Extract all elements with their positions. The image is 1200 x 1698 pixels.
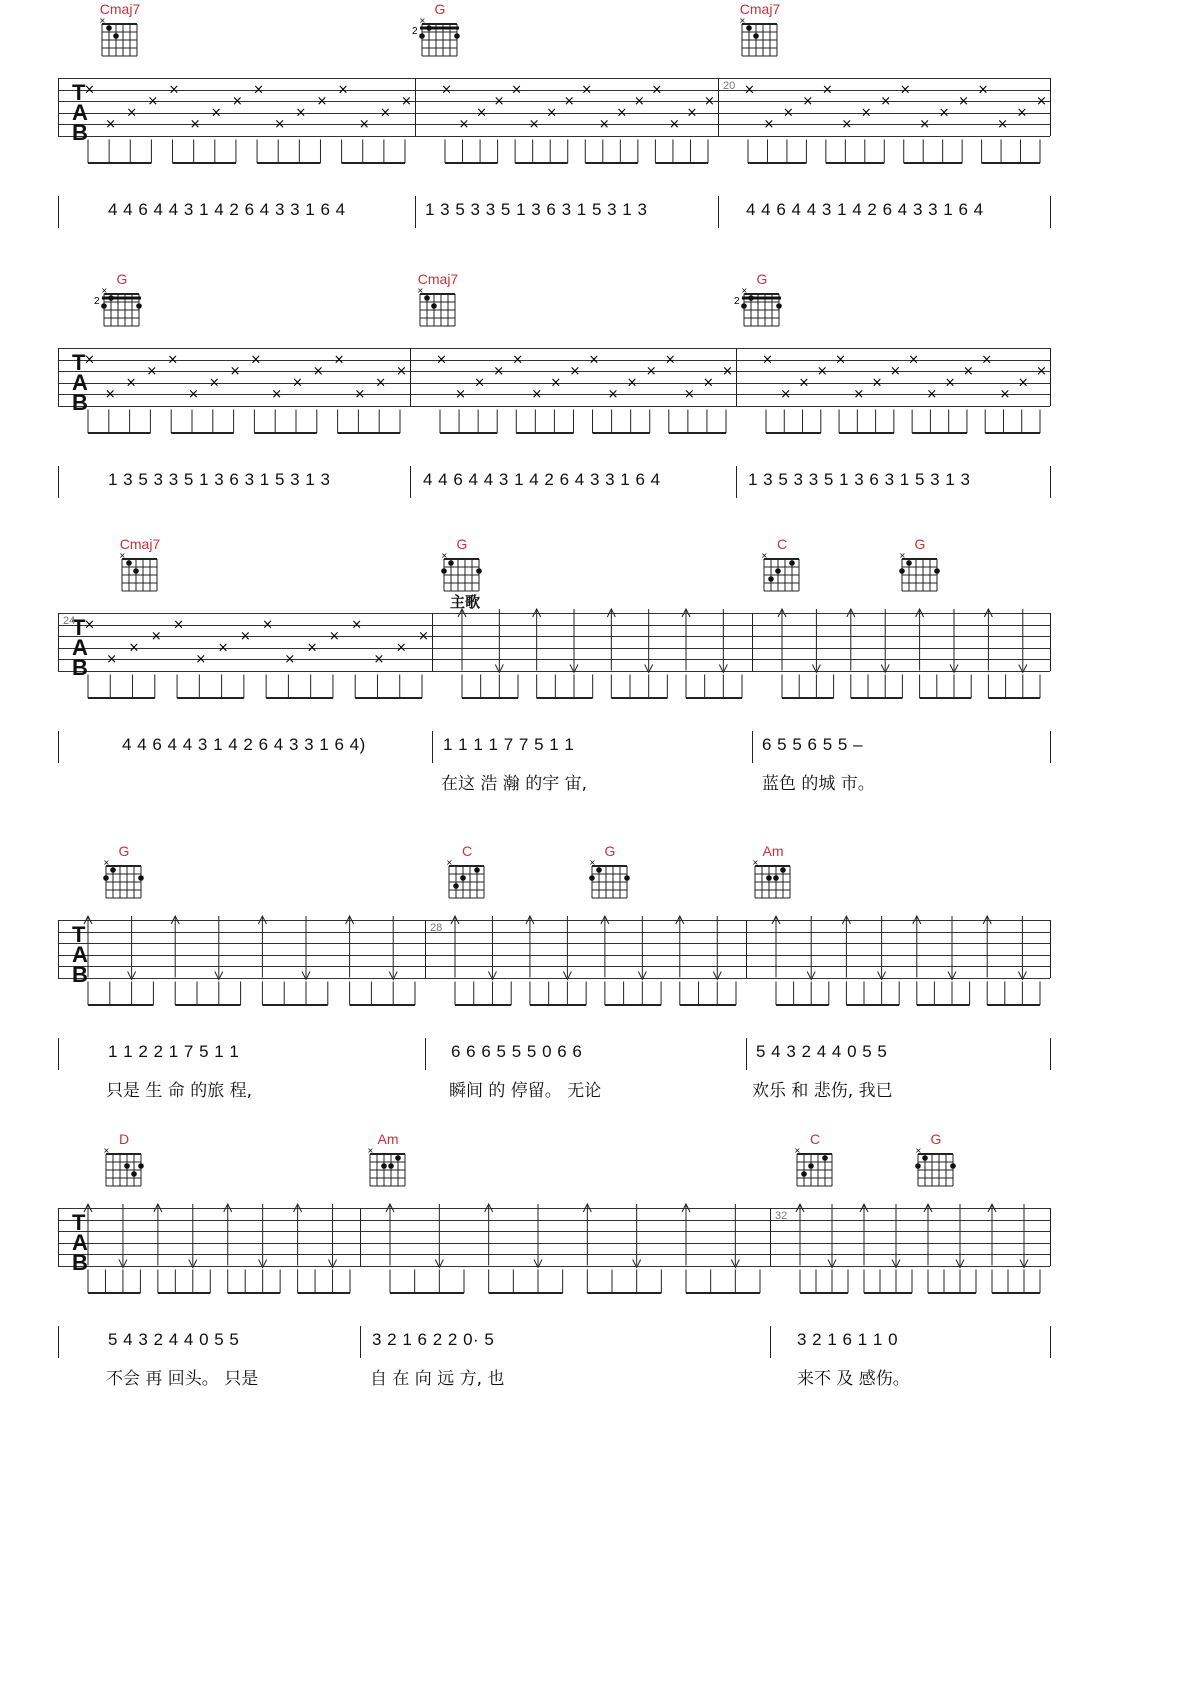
jianpu-barline <box>58 731 59 763</box>
chord-name: G <box>604 843 616 859</box>
tab-note: × <box>821 82 833 98</box>
chord-name: Am <box>377 1131 399 1147</box>
jianpu-barline <box>1050 466 1051 498</box>
tab-note: × <box>458 117 470 132</box>
jianpu-barline <box>1050 1326 1051 1358</box>
chord-name: Cmaj7 <box>417 271 459 287</box>
tab-note: × <box>802 94 814 109</box>
jianpu-measure: 3 2 1 6 2 2 0· 5 <box>372 1330 495 1349</box>
tab-note: × <box>1017 375 1029 391</box>
tab-note: × <box>126 105 138 121</box>
tab-clef-letter: B <box>72 1250 88 1275</box>
muted-string: × <box>101 286 108 295</box>
tab-note: × <box>645 364 657 379</box>
muted-string: × <box>739 16 746 25</box>
tab-note: × <box>379 105 391 121</box>
tab-note: × <box>125 375 137 391</box>
tab-note: × <box>436 352 447 368</box>
tab-note: × <box>396 364 407 379</box>
tab-note: × <box>889 364 901 379</box>
muted-string: × <box>417 286 424 295</box>
muted-string: × <box>419 16 426 25</box>
tab-clef-letter: B <box>72 120 88 145</box>
chord-name: G <box>116 271 128 287</box>
tab-clef-letter: T <box>72 922 86 947</box>
tab-note: × <box>1016 105 1028 121</box>
jianpu-barline <box>746 1038 747 1070</box>
jianpu-barline <box>1050 1038 1051 1070</box>
lyric-line: 蓝色 的城 市。 <box>762 774 875 794</box>
tab-note: × <box>683 387 695 402</box>
tab-note: × <box>395 640 407 656</box>
tab-note: × <box>871 375 883 391</box>
jianpu-measure: 4 4 6 4 4 3 1 4 2 6 4 3 3 1 6 4) <box>122 735 366 754</box>
tab-note: × <box>262 617 274 633</box>
tab-note: × <box>231 94 243 109</box>
muted-string: × <box>589 858 596 867</box>
tab-note: × <box>358 117 370 132</box>
measure-number: 28 <box>430 922 443 934</box>
jianpu-barline <box>360 1326 361 1358</box>
tab-notation <box>0 270 1200 530</box>
tab-note: × <box>926 387 938 402</box>
tab-note: × <box>455 387 466 402</box>
lyric-line: 来不 及 感伤。 <box>797 1369 910 1389</box>
lyric-line: 瞬间 的 停留。 无论 <box>449 1081 602 1101</box>
tab-note: × <box>189 117 201 132</box>
tab-notation <box>0 535 1200 795</box>
tab-clef-letter: A <box>72 942 88 967</box>
muted-string: × <box>103 1146 110 1155</box>
tab-note: × <box>999 387 1011 402</box>
tab-note: × <box>531 387 543 402</box>
chord-name: C <box>809 1131 821 1147</box>
chord-name: G <box>434 1 446 17</box>
tab-note: × <box>977 82 989 98</box>
tab-clef-letter: T <box>72 615 86 640</box>
tab-system <box>0 842 1200 1102</box>
tab-system <box>0 270 1200 530</box>
tab-note: × <box>908 352 920 368</box>
tab-note: × <box>798 375 810 391</box>
chord-name: G <box>456 536 468 552</box>
tab-note: × <box>664 352 676 368</box>
tab-system <box>0 1130 1200 1390</box>
jianpu-barline <box>58 466 59 498</box>
tab-notation <box>0 842 1200 1102</box>
tab-note: × <box>493 94 505 109</box>
jianpu-barline <box>58 1326 59 1358</box>
tab-note: × <box>744 82 755 98</box>
tab-note: × <box>588 352 600 368</box>
tab-note: × <box>195 652 207 667</box>
jianpu-measure: 1 3 5 3 3 5 1 3 6 3 1 5 3 1 3 <box>425 200 648 219</box>
measure-number: 20 <box>723 80 736 92</box>
chord-name: G <box>914 536 926 552</box>
jianpu-barline <box>432 731 433 763</box>
jianpu-barline <box>1050 731 1051 763</box>
tab-note: × <box>651 82 663 98</box>
tab-clef-letter: B <box>72 390 88 415</box>
chord-name: C <box>776 536 788 552</box>
muted-string: × <box>794 1146 801 1155</box>
tab-note: × <box>569 364 581 379</box>
tab-note: × <box>476 105 487 121</box>
muted-string: × <box>761 551 768 560</box>
tab-note: × <box>938 105 950 121</box>
tab-note: × <box>919 117 931 132</box>
chord-name: Am <box>762 843 784 859</box>
muted-string: × <box>752 858 759 867</box>
tab-note: × <box>997 117 1008 132</box>
jianpu-measure: 4 4 6 4 4 3 1 4 2 6 4 3 3 1 6 4 <box>423 470 661 489</box>
chord-name: D <box>118 1131 130 1147</box>
tab-note: × <box>104 387 116 402</box>
tab-note: × <box>899 82 911 98</box>
tab-clef-letter: T <box>72 80 86 105</box>
tab-note: × <box>762 352 773 368</box>
tab-note: × <box>616 105 628 121</box>
tab-note: × <box>217 640 229 656</box>
lyric-line: 在这 浩 瀚 的宇 宙, <box>441 774 588 794</box>
tab-note: × <box>84 352 95 368</box>
tab-note: × <box>626 375 638 391</box>
chord-name: Cmaj7 <box>119 536 161 552</box>
fret-number: 2 <box>734 296 740 307</box>
tab-note: × <box>816 364 828 379</box>
tab-notation <box>0 1130 1200 1390</box>
tab-note: × <box>188 387 199 402</box>
jianpu-barline <box>58 1038 59 1070</box>
lyric-line: 只是 生 命 的旅 程, <box>106 1081 253 1101</box>
muted-string: × <box>103 858 110 867</box>
measure-number: 24 <box>63 615 76 627</box>
tab-note: × <box>633 94 645 109</box>
chord-name: G <box>118 843 130 859</box>
tab-note: × <box>981 352 993 368</box>
tab-note: × <box>512 352 524 368</box>
chord-name: C <box>461 843 473 859</box>
tab-note: × <box>173 617 184 633</box>
jianpu-measure: 4 4 6 4 4 3 1 4 2 6 4 3 3 1 6 4 <box>746 200 984 219</box>
tab-note: × <box>250 352 262 368</box>
tab-note: × <box>274 117 286 132</box>
tab-note: × <box>853 387 865 402</box>
chord-name: Cmaj7 <box>739 1 781 17</box>
tab-note: × <box>333 352 345 368</box>
tab-clef-letter: A <box>72 370 88 395</box>
measure-number: 32 <box>775 1210 788 1222</box>
lyric-line: 欢乐 和 悲伤, 我已 <box>752 1081 893 1101</box>
muted-string: × <box>441 551 448 560</box>
tab-clef-letter: T <box>72 1210 86 1235</box>
jianpu-measure: 1 3 5 3 3 5 1 3 6 3 1 5 3 1 3 <box>748 470 971 489</box>
tab-note: × <box>167 352 179 368</box>
tab-note: × <box>168 82 180 98</box>
section-label: 主歌 <box>450 593 481 611</box>
jianpu-measure: 6 6 6 5 5 5 0 6 6 <box>451 1042 583 1061</box>
tab-note: × <box>401 94 412 109</box>
tab-note: × <box>306 640 318 656</box>
tab-note: × <box>316 94 328 109</box>
tab-note: × <box>253 82 264 98</box>
tab-note: × <box>271 387 283 402</box>
tab-note: × <box>835 352 846 368</box>
jianpu-measure: 3 2 1 6 1 1 0 <box>797 1330 899 1349</box>
tab-note: × <box>354 387 366 402</box>
tab-note: × <box>607 387 619 402</box>
chord-name: G <box>930 1131 942 1147</box>
jianpu-measure: 1 1 1 1 7 7 5 1 1 <box>443 735 575 754</box>
tab-note: × <box>128 640 140 656</box>
tab-clef-letter: A <box>72 1230 88 1255</box>
tab-note: × <box>239 629 251 644</box>
tab-note: × <box>373 652 385 667</box>
tab-note: × <box>210 105 222 121</box>
tab-note: × <box>150 629 162 644</box>
muted-string: × <box>119 551 126 560</box>
muted-string: × <box>741 286 748 295</box>
tab-note: × <box>493 364 505 379</box>
muted-string: × <box>915 1146 922 1155</box>
lyric-line: 不会 再 回头。 只是 <box>106 1369 259 1389</box>
jianpu-measure: 5 4 3 2 4 4 0 5 5 <box>756 1042 888 1061</box>
tab-note: × <box>284 652 296 667</box>
tab-note: × <box>546 105 558 121</box>
jianpu-measure: 4 4 6 4 4 3 1 4 2 6 4 3 3 1 6 4 <box>108 200 346 219</box>
tab-note: × <box>598 117 610 132</box>
tab-note: × <box>782 105 794 121</box>
jianpu-barline <box>410 466 411 498</box>
tab-note: × <box>351 617 363 633</box>
tab-note: × <box>780 387 792 402</box>
tab-note: × <box>860 105 872 121</box>
tab-clef-letter: A <box>72 100 88 125</box>
muted-string: × <box>899 551 906 560</box>
tab-note: × <box>511 82 523 98</box>
muted-string: × <box>99 16 106 25</box>
jianpu-measure: 6 5 5 6 5 5 – <box>762 735 864 754</box>
muted-string: × <box>446 858 453 867</box>
tab-note: × <box>375 375 387 391</box>
chord-name: G <box>756 271 768 287</box>
jianpu-barline <box>58 196 59 228</box>
tab-note: × <box>208 375 220 391</box>
jianpu-measure: 1 1 2 2 1 7 5 1 1 <box>108 1042 240 1061</box>
tab-note: × <box>84 617 95 633</box>
tab-note: × <box>962 364 974 379</box>
tab-note: × <box>958 94 970 109</box>
tab-note: × <box>441 82 452 98</box>
tab-note: × <box>550 375 562 391</box>
jianpu-barline <box>736 466 737 498</box>
jianpu-barline <box>718 196 719 228</box>
tab-note: × <box>1036 364 1047 379</box>
jianpu-measure: 5 4 3 2 4 4 0 5 5 <box>108 1330 240 1349</box>
tab-system <box>0 0 1200 260</box>
jianpu-barline <box>752 731 753 763</box>
tab-note: × <box>106 652 118 667</box>
tab-note: × <box>763 117 775 132</box>
lyric-line: 自 在 向 远 方, 也 <box>370 1369 505 1389</box>
tab-note: × <box>528 117 540 132</box>
tab-note: × <box>563 94 575 109</box>
tab-note: × <box>944 375 956 391</box>
tab-note: × <box>702 375 714 391</box>
tab-note: × <box>295 105 307 121</box>
tab-note: × <box>841 117 853 132</box>
tab-clef-letter: B <box>72 655 88 680</box>
jianpu-barline <box>1050 196 1051 228</box>
tab-clef-letter: A <box>72 635 88 660</box>
tab-note: × <box>722 364 733 379</box>
tab-note: × <box>1036 94 1047 109</box>
tab-notation <box>0 0 1200 260</box>
muted-string: × <box>367 1146 374 1155</box>
tab-note: × <box>686 105 698 121</box>
fret-number: 2 <box>94 296 100 307</box>
tab-note: × <box>229 364 241 379</box>
tab-note: × <box>312 364 324 379</box>
tab-note: × <box>474 375 486 391</box>
tab-note: × <box>105 117 117 132</box>
fret-number: 2 <box>412 26 418 37</box>
tab-system <box>0 535 1200 795</box>
tab-note: × <box>337 82 349 98</box>
jianpu-barline <box>425 1038 426 1070</box>
jianpu-barline <box>415 196 416 228</box>
tab-note: × <box>668 117 680 132</box>
tab-clef-letter: B <box>72 962 88 987</box>
chord-name: Cmaj7 <box>99 1 141 17</box>
jianpu-barline <box>770 1326 771 1358</box>
tab-clef-letter: T <box>72 350 86 375</box>
tab-note: × <box>84 82 95 98</box>
tab-note: × <box>328 629 340 644</box>
tab-note: × <box>581 82 593 98</box>
tab-note: × <box>147 94 159 109</box>
tab-note: × <box>418 629 429 644</box>
tab-note: × <box>146 364 158 379</box>
tab-note: × <box>880 94 892 109</box>
tab-note: × <box>704 94 715 109</box>
tab-note: × <box>292 375 303 391</box>
jianpu-measure: 1 3 5 3 3 5 1 3 6 3 1 5 3 1 3 <box>108 470 331 489</box>
